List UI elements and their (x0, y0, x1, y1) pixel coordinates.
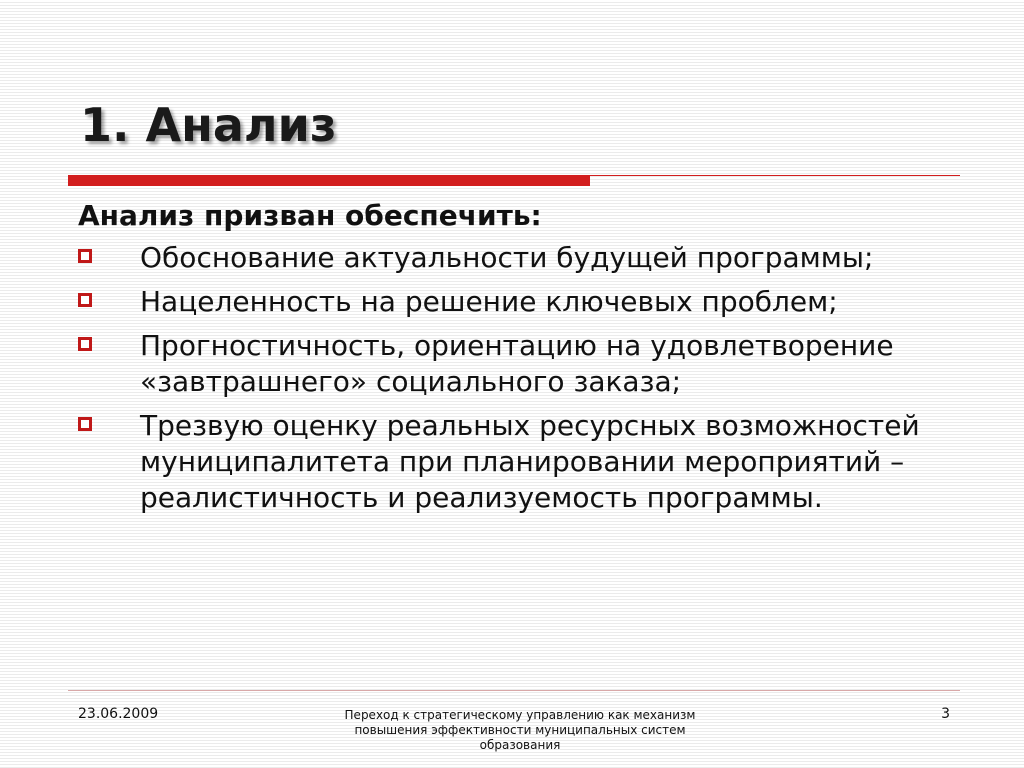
list-item (78, 240, 978, 276)
list-item-text: Трезвую оценку реальных ресурсных возможностей муниципалитета при планировании мероприятий – реалистичность и реализуемость программы. (140, 409, 920, 514)
square-bullet-icon (78, 249, 92, 263)
list-item-text: Прогностичность, ориентацию на удовлетворение «завтрашнего» социального заказа; (140, 329, 894, 398)
bullet-list (78, 240, 978, 516)
footer-caption: Переход к стратегическому управлению как механизм повышения эффективности муниципальных систем образования (344, 708, 696, 752)
footer-date: 23.06.2009 (78, 706, 159, 722)
slide-title: 1. Анализ (80, 98, 337, 152)
square-bullet-icon (78, 337, 92, 351)
list-item-text: Нацеленность на решение ключевых проблем; (140, 285, 838, 318)
list-item-text: Обоснование актуальности будущей программы; (140, 241, 874, 274)
footer-divider (68, 690, 960, 691)
page-number: 3 (941, 706, 950, 722)
list-item (78, 284, 978, 320)
list-item (78, 328, 978, 400)
square-bullet-icon (78, 417, 92, 431)
square-bullet-icon (78, 293, 92, 307)
title-underline-thick (68, 176, 590, 186)
list-item (78, 408, 978, 516)
intro-text: Анализ призван обеспечить: (78, 199, 542, 232)
slide-body (78, 198, 978, 524)
